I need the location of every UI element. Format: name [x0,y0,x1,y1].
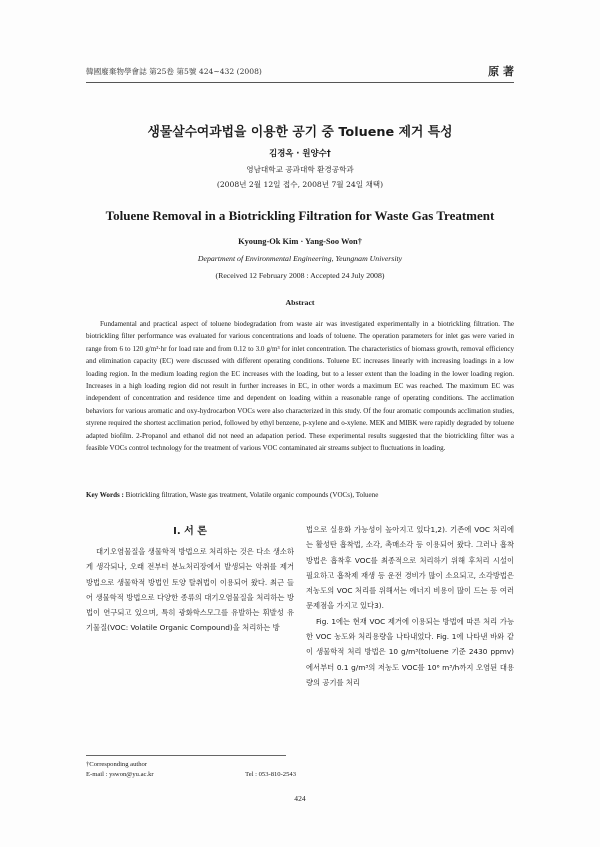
running-header [86,66,514,82]
intro-paragraph-continued: 법으로 실용화 가능성이 높아지고 있다1,2). 기존에 VOC 처리에는 활성탄 흡착법, 소각, 촉매소각 등 이용되어 왔다. 그러나 흡착방법은 흡착후 VOC를 최종적으로 처리하기 위해 후처리 시설이 필요하고 흡착제 재생 등 운전 경비가 많이 소요되고, 소각방법은 저농도의 VOC 처리를 위해서는 에너지 비용이 많이 드는 등 여러 문제점을 가지고 있다3). [306,525,514,611]
corresponding-author-note: †Corresponding author [86,761,147,768]
english-authors: Kyoung-Ok Kim · Yang-Soo Won† [238,237,362,246]
korean-dates: (2008년 2월 12일 접수, 2008년 7월 24일 채택) [216,180,384,189]
intro-paragraph-1: 대기오염물질을 생물학적 방법으로 처리하는 것은 다소 생소하게 생각되나, 오래 전부터 분뇨처리장에서 발생되는 악취를 제거 방법으로 생물학적 방법인 토양 탈취법이 이용되어 왔다. 최근 들어 생물학적 방법으로 다양한 종류의 대기오염물질을 처리하는 방법이 연구되고 있으며, 특히 광화학스모그를 유발하는 휘발성 유기물질(VOC: Volatile Organic Compound)을 처리하는 방 [86,547,294,633]
korean-affiliation: 영남대학교 공과대학 환경공학과 [246,165,354,174]
journal-citation: 韓國廢棄物學會誌 第25卷 第5號 424~432 (2008) [86,67,262,76]
right-column [306,522,514,690]
left-column [86,522,294,636]
english-affiliation: Department of Environmental Engineering, Yeungnam University [197,254,403,263]
abstract-heading: Abstract [285,298,315,307]
author-email: E-mail : yswon@yu.ac.kr [86,771,154,778]
header-rule [86,82,514,83]
korean-title: 생물살수여과법을 이용한 공기 중 Toluene 제거 특성 [147,125,453,140]
english-title: Toluene Removal in a Biotrickling Filtration for Waste Gas Treatment [105,208,495,223]
article-type-label: 原 著 [488,65,514,78]
korean-authors: 김경옥 · 원양수† [269,148,331,158]
page-number: 424 [294,794,306,803]
intro-paragraph-2: Fig. 1에는 현재 VOC 제거에 이용되는 방법에 따른 처리 가능한 VOC 농도와 처리용량을 나타내었다. Fig. 1에 나타낸 바와 같이 생물학적 처리 방법은 10 g/m³(toluene 기준 2430 ppmv)에서부터 0.1 g/m³의 저농도 VOC를 10⁶ m³/h까지 오염된 대용량의 공기를 처리 [306,616,514,687]
english-dates: (Received 12 February 2008 : Accepted 24 July 2008) [215,271,385,280]
author-phone: Tel : 053-810-2543 [245,771,296,778]
abstract-body: Fundamental and practical aspect of toluene biodegradation from waste air was investigated experimentally in a biotrickling filtration. The biotrickling filter performance was evaluated for various concentrations and loads of toluene. The operation parameters for inlet gas were varied in range from 6 to 120 g/m³·hr for load rate and from 0.12 to 3.0 g/m³ for inlet concentration. The characteristics of biomass growth, removal efficiency and elimination capacity (EC) were discussed with different operating conditions. Toluene EC increases linearly with increasing loadings in a low loading region. In the medium loading region the EC increases with the loading, but to a lesser extent than the loading in the lower loading region. Increases in a high loading region did not result in further increases in EC, in other words a maximum EC was reached. The maximum EC was independent of concentration and residence time and dependent on loading within a reasonable range of operating conditions. The acclimation behaviors for various aromatic and oxy-hydrocarbon VOCs were also characterized in this study. Of the four aromatic compounds acclimation studies, styrene required the shortest acclimation period, followed by ethyl benzene, p-xylene and o-xylene. MEK and MIBK were rapidly degraded by toluene adapted biofilm. 2-Propanol and ethanol did not need an adapation period. These experimental results suggested that the biotrickling filter was a feasible VOCs control technology for the treatment of various VOC contaminated air streams subject to fluctuations in loading. [86,320,514,453]
keywords [86,490,514,501]
footnote-rule [86,755,286,756]
footnote [86,760,296,780]
keywords-list: Biotrickling filtration, Waste gas treatment, Volatile organic compounds (VOCs), Toluene [123,491,379,499]
keywords-label: Key Words : [86,491,124,499]
section-title-introduction: I. 서 론 [173,526,207,537]
